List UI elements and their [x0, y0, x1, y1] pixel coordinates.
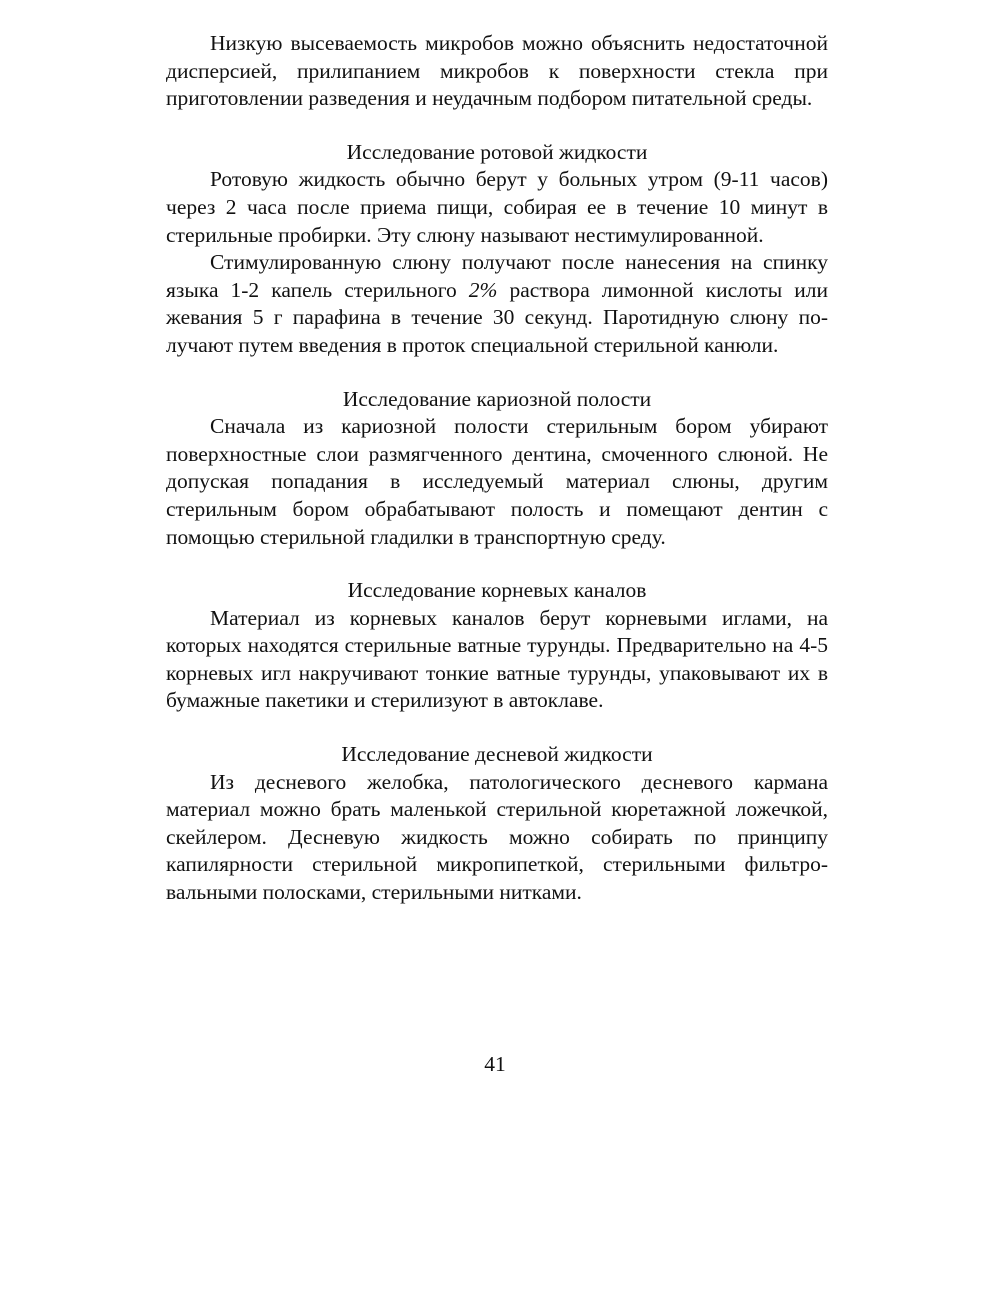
section-oral-fluid: [166, 139, 828, 360]
section-heading: Исследование кариозной полости: [342, 386, 652, 411]
section-heading: Исследование ротовой жидкости: [346, 139, 648, 164]
text-run: раствора лимонной кислоты или жевания 5 г парафина в течение 30 секунд. Паротидную слюну получают путем введения в проток специальной стерильной канюли.: [166, 277, 828, 357]
italic-text-run: 2%: [468, 277, 498, 302]
section-paragraph: [166, 249, 828, 359]
section-paragraph: Из десневого желобка, патологического десневого кармана материал можно брать маленькой стерильной кюретажной ложечкой, скейлером. Десневую жидкость можно собирать по принципу капилярности стерильной микропипеткой, стерильными фильтровальными полосками, стерильными нитками.: [166, 769, 828, 905]
intro-paragraph: Низкую высеваемость микробов можно объяснить недостаточной дисперсией, прилипанием микробов к поверхности стекла при приготовлении разведения и неудачным подбором питательной среды.: [166, 31, 828, 111]
page-number: 41: [484, 1052, 506, 1076]
section-paragraph: Сначала из кариозной полости стерильным бором убирают поверхностные слои размягченного дентина, смоченного слюной. Не допуская попадания в исследуемый материал слюны, другим стерильным бором обрабатывают полость и помещают дентин с помощью стерильной гладилки в транспортную среду.: [166, 414, 828, 549]
section-heading: Исследование корневых каналов: [347, 578, 647, 603]
section-gingival-fluid: [166, 741, 828, 907]
section-root-canals: [166, 577, 828, 715]
text-run: Стимулированную слюну получают после нанесения на спинку языка 1-2 капель стерильного: [166, 250, 828, 302]
section-paragraph: Материал из корневых каналов берут корневыми иглами, на которых находятся стерильные ватные турунды. Предварительно на 4-5 корневых игл накручивают тонкие ватные турунды, упаковывают их в бумажные пакетики и стерилизуют в автоклаве.: [166, 605, 828, 713]
section-carious-cavity: [166, 386, 828, 552]
section-heading: Исследование десневой жидкости: [341, 742, 653, 767]
section-paragraph: Ротовую жидкость обычно берут у больных утром (9-11 часов) через 2 часа после приема пищи, собирая ее в течение 10 минут в стерильные пробирки. Эту слюну называют нестимулированной.: [166, 167, 828, 247]
page-body: [166, 30, 828, 907]
